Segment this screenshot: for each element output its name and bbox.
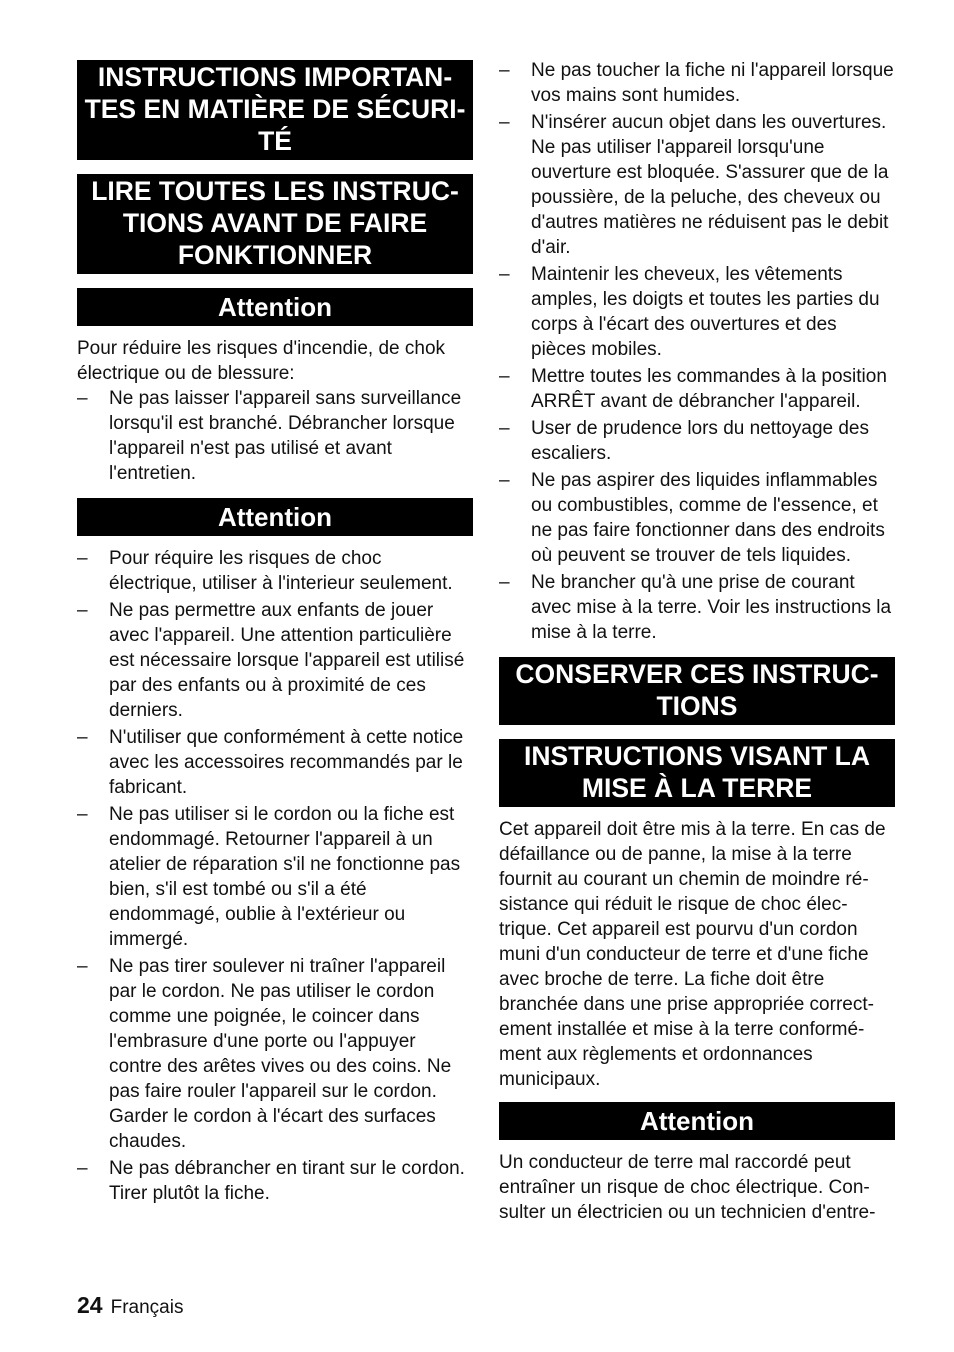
dash-bullet: – [77, 956, 88, 977]
list-item: – Ne pas laisser l'appareil sans surveillance lorsqu'il est branché. Débrancher lorsque l'appareil n'est pas utilisé et avant l'entretien. [77, 388, 462, 484]
list-item: – Ne pas tirer soulever ni traîner l'appareil par le cordon. Ne pas utiliser le cordon comme une poignée, le coincer dans l'embrasure d'une porte ou l'appuyer contre des arêtes vives ou des coins. Ne pas faire rouler l'appareil sur le cordon. Garder le cordon à l'écart des surfaces chaudes. [77, 956, 452, 1152]
dash-bullet: – [77, 548, 88, 569]
grounding-instructions-banner: INSTRUCTIONS VISANT LA MISE À LA TERRE [499, 739, 895, 807]
dash-bullet: – [499, 366, 510, 387]
attention-banner-3: Attention [499, 1102, 895, 1140]
grounding-warning-paragraph: Un conducteur de terre mal raccordé peut entraîner un risque de choc électrique. Con-sulter un électricien ou un technicien d'entre- [499, 1152, 876, 1223]
keep-instructions-banner: CONSERVER CES INSTRUC-TIONS [499, 657, 895, 725]
left-column [77, 60, 473, 1208]
attention-banner-2: Attention [77, 498, 473, 536]
read-all-instructions-banner: LIRE TOUTES LES INSTRUC-TIONS AVANT DE FAIRE FONKTIONNER [77, 174, 473, 274]
warning-list-3 [499, 58, 895, 645]
list-item: – Ne pas débrancher en tirant sur le cordon. Tirer plutôt la fiche. [77, 1158, 465, 1204]
dash-bullet: – [499, 572, 510, 593]
list-item: – N'utiliser que conformément à cette notice avec les accessoires recommandés par le fabricant. [77, 727, 464, 798]
page-number: 24 [77, 1292, 103, 1318]
dash-bullet: – [499, 418, 510, 439]
dash-bullet: – [77, 1158, 88, 1179]
dash-bullet: – [499, 264, 510, 285]
list-item: – Ne pas toucher la fiche ni l'appareil lorsque vos mains sont humides. [499, 60, 894, 106]
dash-bullet: – [77, 600, 88, 621]
intro-paragraph: Pour réduire les risques d'incendie, de chok électrique ou de blessure: [77, 338, 446, 384]
warning-list-1 [77, 386, 473, 486]
dash-bullet: – [499, 470, 510, 491]
dash-bullet: – [77, 727, 88, 748]
dash-bullet: – [499, 112, 510, 133]
attention-banner-1: Attention [77, 288, 473, 326]
warning-list-2 [77, 546, 473, 1206]
list-item: – Ne pas utiliser si le cordon ou la fiche est endommagé. Retourner l'appareil à un atelier de réparation s'il ne fonctionne pas bien, s'il est tombé ou s'il a été endommagé, oublie à l'extérieur ou immergé. [77, 804, 461, 950]
list-item: – Maintenir les cheveux, les vêtements amples, les doigts et toutes les parties du corps à l'écart des ouvertures et des pièces mobiles. [499, 264, 880, 360]
grounding-paragraph: Cet appareil doit être mis à la terre. En cas de défaillance ou de panne, la mise à la terre fournit au courant un chemin de moindre ré-sistance qui réduit le risque de choc élec-trique. Cet appareil est pourvu d'un cordon muni d'un conducteur de terre et d'une fiche avec broche de terre. La fiche doit être branchée dans une prise appropriée correct-ement installée et mise à la terre conformé-ment aux règlements et ordonnances municipaux. [499, 819, 886, 1090]
list-item: – Mettre toutes les commandes à la position ARRÊT avant de débrancher l'appareil. [499, 366, 887, 412]
list-item: – Pour réquire les risques de choc électrique, utiliser à l'interieur seulement. [77, 548, 453, 594]
right-column [499, 58, 895, 1225]
list-item: – User de prudence lors du nettoyage des escaliers. [499, 418, 869, 464]
list-item: – Ne pas aspirer des liquides inflammables ou combustibles, comme de l'essence, et ne pas faire fonctionner dans des endroits où peuvent se trouver de tels liquides. [499, 470, 885, 566]
safety-instructions-banner: INSTRUCTIONS IMPORTAN-TES EN MATIÈRE DE SÉCURI-TÉ [77, 60, 473, 160]
list-item: – N'insérer aucun objet dans les ouvertures. Ne pas utiliser l'appareil lorsqu'une ouverture est bloquée. S'assurer que de la poussière, de la peluche, des cheveux ou d'autres matières ne réduisent pas le debit d'air. [499, 112, 889, 258]
language-label: Français [110, 1297, 184, 1318]
dash-bullet: – [77, 388, 88, 409]
dash-bullet: – [499, 60, 510, 81]
list-item: – Ne pas permettre aux enfants de jouer avec l'appareil. Une attention particulière est nécessaire lorsque l'appareil est utilisé par des enfants ou à proximité de ces derniers. [77, 600, 465, 721]
list-item: – Ne brancher qu'à une prise de courant avec mise à la terre. Voir les instructions la mise à la terre. [499, 572, 892, 643]
dash-bullet: – [77, 804, 88, 825]
page-footer [77, 1292, 183, 1319]
